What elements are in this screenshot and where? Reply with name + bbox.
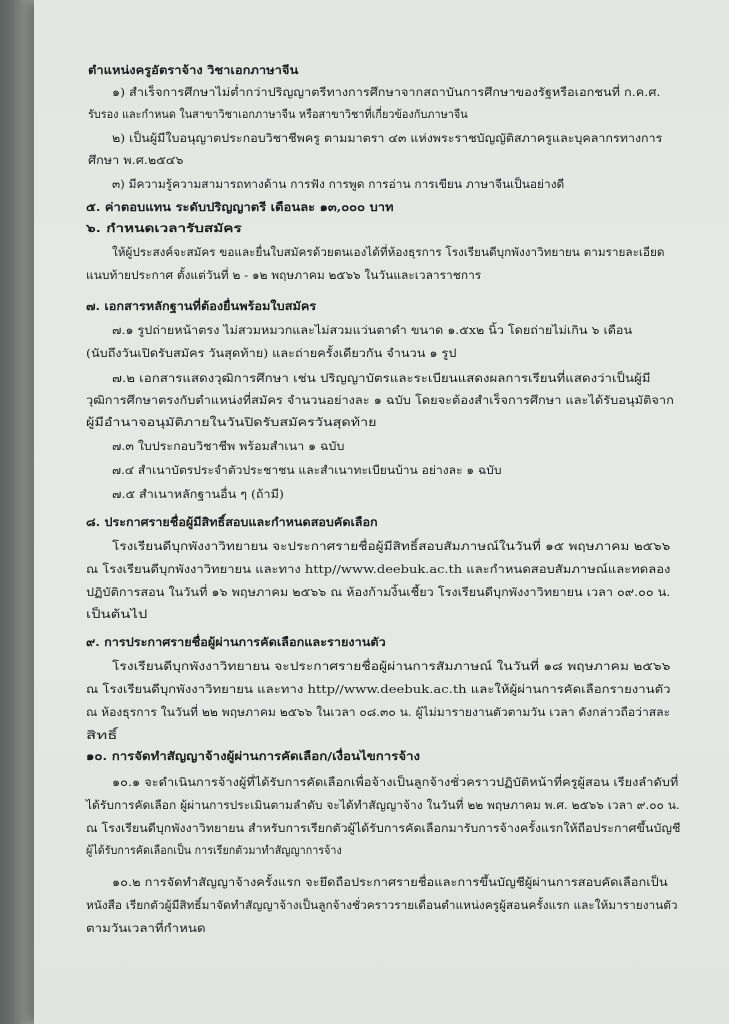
contract-10-1-line-4: ผู้ได้รับการคัดเลือกเป็น การเรียกตัวมาทำสัญญาการจ้าง: [86, 843, 342, 857]
selected-list-line-1: โรงเรียนดีบุกพังงาวิทยายน จะประกาศรายชื่อผู้ผ่านการสัมภาษณ์ ในวันที่ ๑๘ พฤษภาคม ๒๕๖๖: [112, 659, 671, 673]
documents-heading: ๗. เอกสารหลักฐานที่ต้องยื่นพร้อมใบสมัคร: [86, 299, 317, 313]
contract-10-1-line-1: ๑๐.๑ จะดำเนินการจ้างผู้ที่ได้รับการคัดเลือกเพื่อจ้างเป็นลูกจ้างชั่วคราวปฏิบัติหน้าที่ครูผู้สอน เรียงลำดับที่: [112, 775, 679, 789]
document-7-2-line-2: วุฒิการศึกษาตรงกับตำแหน่งที่สมัคร จำนวนอย่างละ ๑ ฉบับ โดยจะต้องสำเร็จการศึกษา และได้รับอนุมัติจาก: [86, 393, 674, 407]
qualification-1-line-2: รับรอง และกำหนด ในสาขาวิชาเอกภาษาจีน หรือสาขาวิชาที่เกี่ยวข้องกับภาษาจีน: [88, 107, 468, 121]
selected-list-line-3: ณ ห้องธุรการ ในวันที่ ๒๒ พฤษภาคม ๒๕๖๖ ในเวลา ๐๘.๓๐ น. ผู้ไม่มารายงานตัวตามวัน เวลา ดังกล่าวถือว่าสละ: [86, 705, 671, 719]
document-7-4-line: ๗.๔ สำเนาบัตรประจำตัวประชาชน และสำเนาทะเบียนบ้าน อย่างละ ๑ ฉบับ: [112, 463, 502, 477]
contract-10-2-line-1: ๑๐.๒ การจัดทำสัญญาจ้างครั้งแรก จะยึดถือประกาศรายชื่อและการขึ้นบัญชีผู้ผ่านการสอบคัดเลือกเป็น: [112, 875, 668, 889]
contract-heading: ๑๐. การจัดทำสัญญาจ้างผู้ผ่านการคัดเลือก/เงื่อนไขการจ้าง: [86, 749, 421, 763]
document-7-2-line-3: ผู้มีอำนาจอนุมัติภายในวันปิดรับสมัครวันสุดท้าย: [86, 415, 377, 429]
eligible-list-line-2: ณ โรงเรียนดีบุกพังงาวิทยายน และทาง http//www.deebuk.ac.th และกำหนดสอบสัมภาษณ์และทดลอง: [86, 562, 671, 576]
application-period-line-1: ให้ผู้ประสงค์จะสมัคร ขอและยื่นใบสมัครด้วยตนเองได้ที่ห้องธุรการ โรงเรียนดีบุกพังงาวิทยายน ตามรายละเอียด: [112, 245, 665, 259]
qualification-2-line-1: ๒) เป็นผู้มีใบอนุญาตประกอบวิชาชีพครู ตามมาตรา ๔๓ แห่งพระราชบัญญัติสภาครูและบุคลากรทางการ: [112, 131, 663, 145]
eligible-list-heading: ๘. ประกาศรายชื่อผู้มีสิทธิ์สอบและกำหนดสอบคัดเลือก: [86, 515, 378, 529]
document-7-1-line-1: ๗.๑ รูปถ่ายหน้าตรง ไม่สวมหมวกและไม่สวมแว่นตาดำ ขนาด ๑.๕x๒ นิ้ว โดยถ่ายไม่เกิน ๖ เดือน: [112, 323, 633, 337]
selected-list-heading: ๙. การประกาศรายชื่อผู้ผ่านการคัดเลือกและรายงานตัว: [86, 635, 386, 649]
document-7-5-line: ๗.๕ สำเนาหลักฐานอื่น ๆ (ถ้ามี): [112, 487, 284, 501]
contract-10-1-line-2: ได้รับการคัดเลือก ผู้ผ่านการประเมินตามลำดับ จะได้ทำสัญญาจ้าง ในวันที่ ๒๒ พฤษภาคม พ.ศ. ๒๕๖๖ เวลา ๙.๐๐ น.: [86, 798, 680, 812]
contract-10-2-line-3: ตามวันเวลาที่กำหนด: [86, 921, 206, 935]
document-7-3-line: ๗.๓ ใบประกอบวิชาชีพ พร้อมสำเนา ๑ ฉบับ: [112, 439, 345, 453]
contract-10-2-line-2: หนังสือ เรียกตัวผู้มีสิทธิ์มาจัดทำสัญญาจ้างเป็นลูกจ้างชั่วคราวรายเดือนตำแหน่งครูผู้สอนครั้งแรก และให้มารายงานตัว: [86, 898, 678, 912]
document-7-2-line-1: ๗.๒ เอกสารแสดงวุฒิการศึกษา เช่น ปริญญาบัตรและระเบียนแสดงผลการเรียนที่แสดงว่าเป็นผู้มี: [112, 371, 651, 385]
selected-list-line-2: ณ โรงเรียนดีบุกพังงาวิทยายน และทาง http//www.deebuk.ac.th และให้ผู้ผ่านการคัดเลือกรายงานตัว: [86, 682, 671, 696]
application-period-line-2: แนบท้ายประกาศ ตั้งแต่วันที่ ๒ - ๑๒ พฤษภาคม ๒๕๖๖ ในวันและเวลาราชการ: [86, 268, 482, 282]
application-period-heading: ๖. กำหนดเวลารับสมัคร: [86, 221, 242, 235]
eligible-list-line-3: ปฏิบัติการสอน ในวันที่ ๑๖ พฤษภาคม ๒๕๖๖ ณ ห้องก้ามงิ้นเชี้ยว โรงเรียนดีบุกพังงาวิทยายน เวลา ๐๙.๐๐ น.: [86, 585, 671, 599]
eligible-list-line-4: เป็นต้นไป: [86, 607, 148, 621]
qualification-1-line-1: ๑) สำเร็จการศึกษาไม่ต่ำกว่าปริญญาตรีทางการศึกษาจากสถาบันการศึกษาของรัฐหรือเอกชนที่ ก.ค.ศ.: [112, 85, 661, 99]
compensation-heading: ๕. ค่าตอบแทน ระดับปริญญาตรี เดือนละ ๑๓,๐๐๐ บาท: [86, 200, 394, 214]
position-heading: ตำแหน่งครูอัตราจ้าง วิชาเอกภาษาจีน: [88, 63, 299, 77]
contract-10-1-line-3: ณ โรงเรียนดีบุกพังงาวิทยายน สำหรับการเรียกตัวผู้ได้รับการคัดเลือกมารับการจ้างครั้งแรกให้ถือประกาศขึ้นบัญชี: [86, 821, 681, 835]
eligible-list-line-1: โรงเรียนดีบุกพังงาวิทยายน จะประกาศรายชื่อผู้มีสิทธิ์สอบสัมภาษณ์ในวันที่ ๑๕ พฤษภาคม ๒๕๖๖: [112, 539, 671, 553]
document-7-1-line-2: (นับถึงวันเปิดรับสมัคร วันสุดท้าย) และถ่ายครั้งเดียวกัน จำนวน ๑ รูป: [86, 346, 457, 360]
selected-list-line-4: สิทธิ์: [86, 728, 118, 742]
qualification-2-line-2: ศึกษา พ.ศ.๒๕๔๖: [88, 153, 184, 167]
qualification-3-line-1: ๓) มีความรู้ความสามารถทางด้าน การฟัง การพูด การอ่าน การเขียน ภาษาจีนเป็นอย่างดี: [112, 177, 565, 191]
